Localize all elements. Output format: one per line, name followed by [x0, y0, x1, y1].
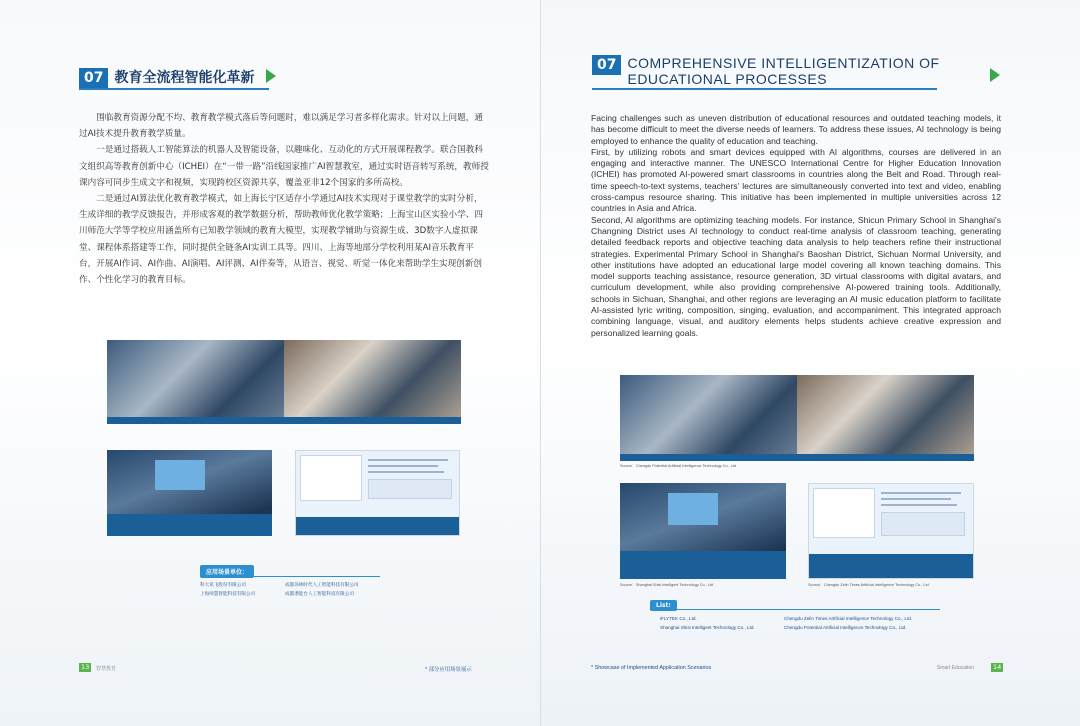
- classroom-photo-left: [107, 450, 272, 536]
- paragraph: Second, AI algorithms are optimizing teaching models. For instance, Shicun Primary School in Shanghai's Changning District uses AI technology to conduct real-time analysis of classroom teaching, generating detailed feedback reports and objective teaching data analysis to help teachers refine their instructional strategies. Experimental Primary School in Shanghai's Baoshan District, Sichuan Normal University, and other institutions have adopted an educational large model covering all known teaching domains. This model supports teaching assistance, resource generation, 3D virtual classrooms with digital avatars, and curriculum development, while also providing comprehensive AI-powered training tools. Additionally, schools in Sichuan, Shanghai, and other regions are leveraging an AI music education platform to facilitate AI-assisted lyric writing, composition, singing, evaluation, and accompaniment. This integrated approach combining language, visual, and auditory elements helps students achieve creative expression and personalized learning goals.: [591, 214, 1001, 338]
- section-title-line2: EDUCATIONAL PROCESSES: [627, 71, 828, 87]
- photo-caption: [107, 514, 272, 536]
- list-underline: [200, 576, 380, 577]
- list-item: Chengdu Potential Artificial Intelligence Technology Co., Ltd.: [784, 625, 907, 630]
- body-text-en: [591, 113, 1001, 339]
- list-item: 成都泽林时代人工智能科技有限公司: [285, 582, 359, 587]
- left-section-heading: [79, 68, 254, 88]
- footer-caption: * Showcase of Implemented Application Scenarios: [591, 665, 712, 671]
- paragraph: 一是通过搭载人工智能算法的机器人及智能设备，以趣味化、互动化的方式开展课程教学。联合国教科文组织高等教育创新中心（ICHEI）在“一带一路”沿线国家推广AI智慧教室，通过实时语音转写系统，教师授课内容可同步生成文字和视频，实现跨校区资源共享，覆盖亚非12个国家的多所高校。: [79, 145, 489, 188]
- classroom-photo-wide-right: [620, 375, 974, 461]
- photo-source: Source：Chengdu Potential Artificial Intelligence Technology Co., Ltd: [620, 464, 737, 468]
- right-section-heading: [592, 55, 940, 87]
- green-chevron-right-icon: [990, 68, 1000, 82]
- photo-source: Source：Shanghai Shisi Intelligent Technology Co., Ltd: [620, 583, 714, 587]
- classroom-photo-right-left: [620, 483, 786, 579]
- list-item: Shanghai Shisi Intelligent Technology Co., Ltd.: [660, 625, 755, 630]
- section-title: 教育全流程智能化革新: [114, 70, 255, 86]
- section-title-line1: COMPREHENSIVE INTELLIGENTIZATION OF: [627, 55, 940, 71]
- list-underline: [650, 609, 940, 610]
- section-number: 07: [592, 55, 621, 75]
- list-item: iFLYTEK Co., Ltd.: [660, 616, 697, 621]
- paragraph: 二是通过AI算法优化教育教学模式，如上海长宁区适存小学通过AI技术实现对于课堂教学的实时分析，生成详细的教学反馈报告，并形成客观的教学数据分析，帮助教师优化教学策略；上海宝山区实验小学、四川师范大学等学校应用涵盖所有已知教学领域的教育大模型，实现教学辅助与资源生成、3D数字人虚拟课堂、课程体系搭建等工作，同时提供全链条AI实训工具等。四川、上海等地部分学校利用某AI音乐教育平台，开展AI作词、AI作曲、AI演唱、AI评测、AI伴奏等，从语言、视觉、听觉一体化来帮助学生实现创新创作、个性化学习的教育目标。: [79, 194, 483, 286]
- footer-caption: * 部分应用场景展示: [425, 667, 472, 673]
- list-item: 科大讯飞股份有限公司: [200, 582, 246, 587]
- heading-underline: [79, 88, 269, 90]
- footer-section: 智慧教育: [96, 666, 117, 672]
- platform-screenshot-right: [808, 483, 974, 579]
- list-label: List:: [650, 600, 677, 611]
- photo-caption: [620, 454, 974, 461]
- green-chevron-right-icon: [266, 69, 276, 83]
- photo-caption: [620, 551, 786, 579]
- list-label: 应用场景单位：: [200, 565, 254, 578]
- body-text-zh: [79, 110, 489, 288]
- paragraph: 围临教育资源分配不均、教育教学模式落后等问题时，难以满足学习者多样化需求。针对以上问题，通过AI技术提升教育教学质量。: [79, 113, 483, 140]
- platform-screenshot: [295, 450, 460, 536]
- footer-section: Smart Education: [937, 665, 974, 671]
- list-item: 成都潜能台人工智能科技有限公司: [285, 591, 354, 596]
- paragraph: First, by utilizing robots and smart devices equipped with AI algorithms, courses are delivered in an engaging and interactive manner. The UNESCO International Centre for Higher Education Innovation (ICHEI) has promoted AI-powered smart classrooms in countries along the Belt and Road. Through real-time speech-to-text systems, teachers' lectures are simultaneously converted into text and video, enabling cross-campus resource sharing. This initiative has been implemented in multiple universities across 12 countries in Asia and Africa.: [591, 146, 1001, 214]
- photo-caption: [809, 554, 973, 578]
- heading-underline: [592, 88, 937, 90]
- list-item: 上海师慧智能科技有限公司: [200, 591, 256, 596]
- page-number: 13: [81, 663, 90, 671]
- paragraph: Facing challenges such as uneven distribution of educational resources and outdated teaching models, it has become difficult to meet the diverse needs of learners. To address these issues, AI technology is being employed to enhance the quality of education and teaching.: [591, 113, 1001, 146]
- page-number: 14: [993, 663, 1002, 671]
- photo-caption: [107, 417, 461, 424]
- classroom-photo-wide: [107, 340, 461, 424]
- photo-caption: [296, 517, 459, 535]
- list-item: Chengdu Zelin Times Artificial Intelligence Technology Co., Ltd.: [784, 616, 913, 621]
- section-number: 07: [79, 68, 108, 88]
- photo-source: Source：Chengdu Zelin Times Artificial Intelligence Technology Co., Ltd: [808, 583, 929, 587]
